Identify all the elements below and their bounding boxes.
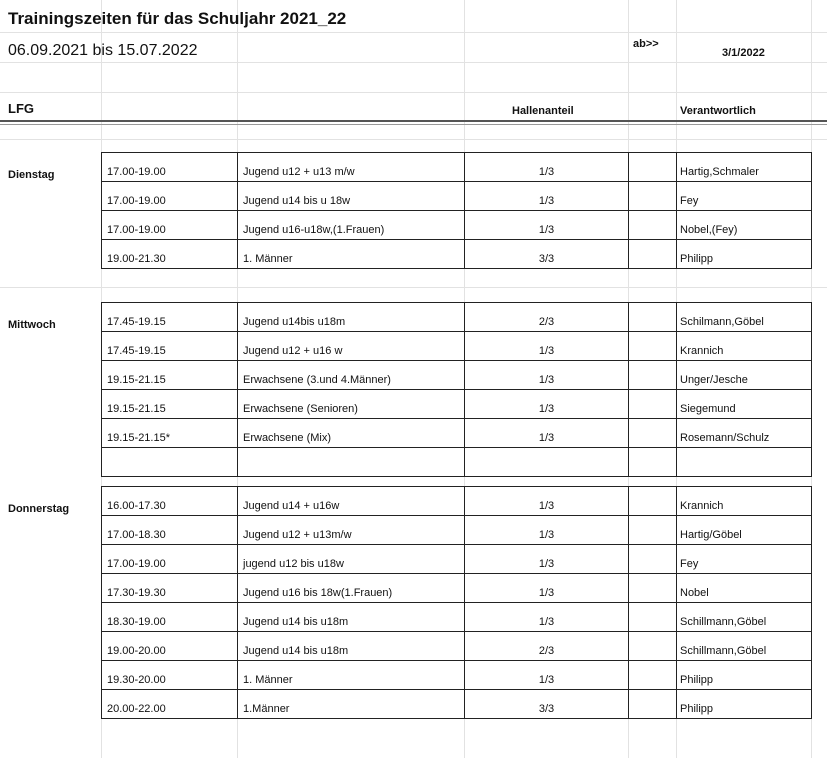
group-cell-text: Jugend u14 bis u18m — [243, 616, 349, 628]
share-cell — [465, 574, 629, 603]
group-cell-text: Jugend u14 bis u 18w — [243, 195, 351, 207]
time-cell — [102, 603, 238, 632]
responsible-cell — [677, 448, 812, 477]
share-cell-text: 1/3 — [538, 195, 555, 207]
time-cell — [102, 211, 238, 240]
empty-cell — [629, 303, 677, 332]
responsible-cell-text: Philipp — [680, 253, 714, 265]
group-cell — [238, 361, 465, 390]
empty-cell — [629, 182, 677, 211]
share-cell — [465, 545, 629, 574]
share-cell-text: 1/3 — [538, 166, 555, 178]
group-cell — [238, 211, 465, 240]
share-cell — [465, 332, 629, 361]
group-cell — [238, 545, 465, 574]
time-cell — [102, 632, 238, 661]
responsible-cell-text: Schillmann,Göbel — [680, 616, 767, 628]
empty-cell — [629, 632, 677, 661]
time-cell — [102, 516, 238, 545]
responsible-cell — [677, 545, 812, 574]
time-cell — [102, 182, 238, 211]
table-row — [102, 390, 812, 419]
group-cell-text: Jugend u12 + u16 w — [243, 345, 343, 357]
group-cell — [238, 603, 465, 632]
share-cell-text: 1/3 — [538, 374, 555, 386]
grid-line — [0, 139, 827, 140]
table-row — [102, 516, 812, 545]
share-cell-text: 3/3 — [538, 253, 555, 265]
empty-cell — [629, 332, 677, 361]
group-cell-text: Jugend u16-u18w,(1.Frauen) — [243, 224, 385, 236]
share-cell-text: 1/3 — [538, 674, 555, 686]
table-row — [102, 211, 812, 240]
table-row — [102, 603, 812, 632]
table-row — [102, 690, 812, 719]
share-cell — [465, 632, 629, 661]
responsible-cell — [677, 632, 812, 661]
table-row — [102, 332, 812, 361]
group-cell — [238, 240, 465, 269]
table-row — [102, 182, 812, 211]
share-cell — [465, 419, 629, 448]
header-responsible: Verantwortlich — [680, 105, 756, 117]
table-row — [102, 303, 812, 332]
grid-line — [0, 92, 827, 93]
ab-label: ab>> — [633, 38, 659, 50]
share-cell — [465, 661, 629, 690]
table-row — [102, 545, 812, 574]
time-cell-text: 19.30-20.00 — [107, 674, 166, 686]
group-cell-text: Jugend u12 + u13m/w — [243, 529, 352, 541]
group-cell — [238, 690, 465, 719]
group-cell — [238, 448, 465, 477]
group-cell-text: Erwachsene (Mix) — [243, 432, 332, 444]
time-cell-text: 19.15-21.15 — [107, 403, 166, 415]
group-cell — [238, 487, 465, 516]
group-label: LFG — [8, 101, 34, 116]
time-cell-text: 16.00-17.30 — [107, 500, 166, 512]
group-cell-text: 1. Männer — [243, 253, 293, 265]
group-cell-text: Jugend u16 bis 18w(1.Frauen) — [243, 587, 393, 599]
responsible-cell-text: Philipp — [680, 674, 714, 686]
share-cell — [465, 448, 629, 477]
time-cell — [102, 448, 238, 477]
responsible-cell — [677, 419, 812, 448]
date-range: 06.09.2021 bis 15.07.2022 — [8, 42, 198, 59]
responsible-cell-text: Philipp — [680, 703, 714, 715]
responsible-cell — [677, 332, 812, 361]
time-cell-text: 17.45-19.15 — [107, 316, 166, 328]
group-cell-text: Jugend u14 + u16w — [243, 500, 340, 512]
responsible-cell-text: Hartig,Schmaler — [680, 166, 759, 178]
responsible-cell — [677, 690, 812, 719]
grid-line — [0, 32, 827, 33]
responsible-cell — [677, 182, 812, 211]
empty-cell — [629, 487, 677, 516]
empty-cell — [629, 448, 677, 477]
responsible-cell-text: Nobel — [680, 587, 709, 599]
group-cell — [238, 390, 465, 419]
group-cell — [238, 332, 465, 361]
time-cell-text: 20.00-22.00 — [107, 703, 166, 715]
share-cell-text: 1/3 — [538, 529, 555, 541]
empty-cell — [629, 153, 677, 182]
responsible-cell — [677, 211, 812, 240]
share-cell — [465, 690, 629, 719]
share-cell-text: 2/3 — [538, 645, 555, 657]
responsible-cell — [677, 516, 812, 545]
time-cell — [102, 153, 238, 182]
time-cell — [102, 690, 238, 719]
table-row — [102, 419, 812, 448]
time-cell-text: 17.30-19.30 — [107, 587, 166, 599]
share-cell-text: 1/3 — [538, 587, 555, 599]
share-cell — [465, 516, 629, 545]
time-cell-text: 19.00-21.30 — [107, 253, 166, 265]
responsible-cell-text: Krannich — [680, 500, 724, 512]
empty-cell — [629, 603, 677, 632]
empty-cell — [629, 545, 677, 574]
time-cell-text: 19.00-20.00 — [107, 645, 166, 657]
time-cell — [102, 303, 238, 332]
group-cell — [238, 632, 465, 661]
responsible-cell — [677, 240, 812, 269]
time-cell — [102, 545, 238, 574]
responsible-cell-text: Krannich — [680, 345, 724, 357]
time-cell-text: 17.00-19.00 — [107, 558, 166, 570]
share-cell-text: 1/3 — [538, 432, 555, 444]
header-divider — [0, 120, 827, 122]
time-cell-text: 17.00-19.00 — [107, 224, 166, 236]
time-cell — [102, 240, 238, 269]
header-share: Hallenanteil — [512, 105, 574, 117]
group-cell-text: Erwachsene (Senioren) — [243, 403, 358, 415]
time-cell — [102, 574, 238, 603]
share-cell — [465, 240, 629, 269]
group-cell — [238, 574, 465, 603]
time-cell-text: 17.00-19.00 — [107, 195, 166, 207]
table-row — [102, 632, 812, 661]
responsible-cell-text: Schilmann,Göbel — [680, 316, 764, 328]
time-cell — [102, 390, 238, 419]
header-divider-secondary — [0, 124, 827, 125]
share-cell-text: 1/3 — [538, 558, 555, 570]
share-cell-text: 1/3 — [538, 500, 555, 512]
share-cell — [465, 303, 629, 332]
group-cell — [238, 153, 465, 182]
group-cell — [238, 182, 465, 211]
day-label: Dienstag — [8, 169, 55, 181]
share-cell — [465, 153, 629, 182]
responsible-cell-text: Fey — [680, 558, 699, 570]
share-cell-text: 1/3 — [538, 616, 555, 628]
table-row — [102, 661, 812, 690]
day-label: Donnerstag — [8, 503, 70, 515]
table-row — [102, 448, 812, 477]
responsible-cell — [677, 603, 812, 632]
time-cell — [102, 361, 238, 390]
time-cell — [102, 332, 238, 361]
group-cell — [238, 303, 465, 332]
empty-cell — [629, 574, 677, 603]
time-cell-text: 19.15-21.15 — [107, 374, 166, 386]
share-cell — [465, 182, 629, 211]
table-row — [102, 361, 812, 390]
empty-cell — [629, 661, 677, 690]
responsible-cell-text: Fey — [680, 195, 699, 207]
schedule-table-donnerstag — [101, 486, 812, 719]
share-cell — [465, 487, 629, 516]
responsible-cell — [677, 153, 812, 182]
empty-cell — [629, 690, 677, 719]
responsible-cell — [677, 574, 812, 603]
time-cell-text: 17.00-18.30 — [107, 529, 166, 541]
table-row — [102, 574, 812, 603]
time-cell — [102, 487, 238, 516]
share-cell-text: 3/3 — [538, 703, 555, 715]
group-cell-text: jugend u12 bis u18w — [243, 558, 344, 570]
group-cell — [238, 661, 465, 690]
grid-line — [0, 62, 827, 63]
responsible-cell — [677, 390, 812, 419]
responsible-cell — [677, 361, 812, 390]
group-cell — [238, 419, 465, 448]
empty-cell — [629, 211, 677, 240]
responsible-cell — [677, 303, 812, 332]
group-cell-text: Jugend u14bis u18m — [243, 316, 346, 328]
share-cell-text: 1/3 — [538, 345, 555, 357]
group-cell-text: 1. Männer — [243, 674, 293, 686]
share-cell — [465, 390, 629, 419]
schedule-table-mittwoch — [101, 302, 812, 477]
empty-cell — [629, 516, 677, 545]
share-cell — [465, 211, 629, 240]
share-cell — [465, 603, 629, 632]
grid-line — [0, 287, 827, 288]
time-cell-text: 17.45-19.15 — [107, 345, 166, 357]
group-cell-text: Erwachsene (3.und 4.Männer) — [243, 374, 391, 386]
responsible-cell-text: Nobel,(Fey) — [680, 224, 738, 236]
share-cell — [465, 361, 629, 390]
table-row — [102, 240, 812, 269]
table-row — [102, 153, 812, 182]
time-cell-text: 18.30-19.00 — [107, 616, 166, 628]
empty-cell — [629, 419, 677, 448]
group-cell-text: 1.Männer — [243, 703, 290, 715]
sheet-title: Trainingszeiten für das Schuljahr 2021_22 — [8, 9, 347, 28]
share-cell-text: 1/3 — [538, 403, 555, 415]
share-cell-text: 2/3 — [538, 316, 555, 328]
ab-date: 3/1/2022 — [722, 47, 765, 59]
empty-cell — [629, 240, 677, 269]
group-cell-text: Jugend u14 bis u18m — [243, 645, 349, 657]
schedule-table-dienstag — [101, 152, 812, 269]
group-cell-text: Jugend u12 + u13 m/w — [243, 166, 355, 178]
day-label: Mittwoch — [8, 319, 56, 331]
responsible-cell-text: Unger/Jesche — [680, 374, 748, 386]
responsible-cell-text: Rosemann/Schulz — [680, 432, 770, 444]
empty-cell — [629, 361, 677, 390]
responsible-cell-text: Siegemund — [680, 403, 736, 415]
responsible-cell-text: Hartig/Göbel — [680, 529, 742, 541]
responsible-cell-text: Schillmann,Göbel — [680, 645, 767, 657]
group-cell — [238, 516, 465, 545]
table-row — [102, 487, 812, 516]
responsible-cell — [677, 487, 812, 516]
time-cell-text: 17.00-19.00 — [107, 166, 166, 178]
empty-cell — [629, 390, 677, 419]
share-cell-text: 1/3 — [538, 224, 555, 236]
time-cell — [102, 661, 238, 690]
time-cell-text: 19.15-21.15* — [107, 432, 170, 444]
time-cell — [102, 419, 238, 448]
responsible-cell — [677, 661, 812, 690]
